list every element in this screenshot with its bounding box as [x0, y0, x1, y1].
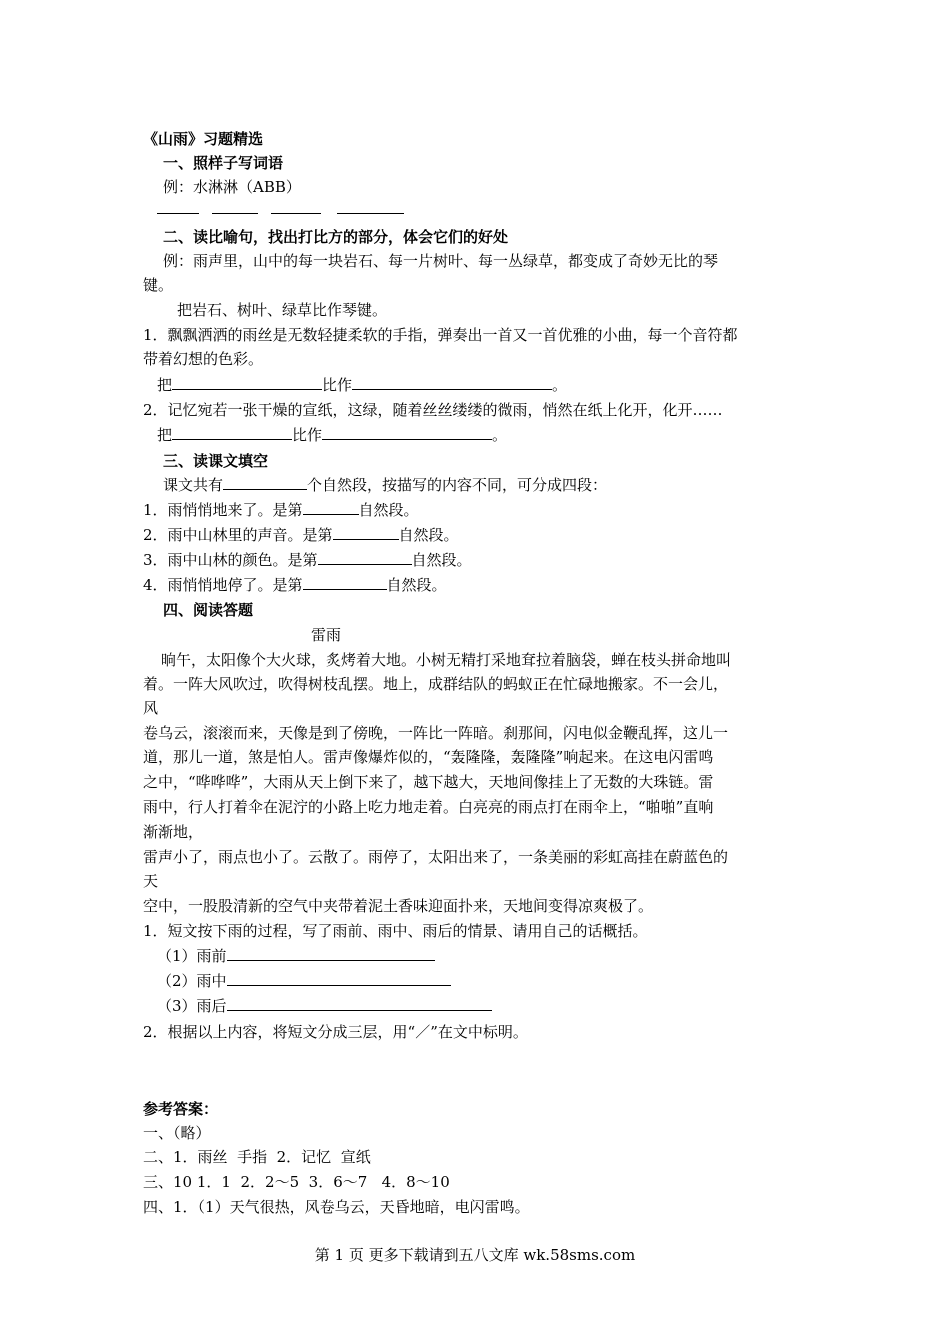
fill-line	[157, 423, 507, 447]
section-3-item	[143, 523, 459, 547]
question-2-1-line: 1．飘飘洒洒的雨丝是无数轻捷柔软的手指，弹奏出一首又一首优雅的小曲，每一个音符都	[143, 326, 738, 344]
section-3-heading: 三、读课文填空	[163, 452, 269, 470]
section-2-example-answer: 把岩石、树叶、绿草比作琴键。	[177, 301, 388, 319]
sub-label: （2）雨中	[157, 972, 227, 990]
section-3-intro	[163, 473, 607, 497]
answer-blank	[352, 374, 552, 390]
question-4-2: 2．根据以上内容，将短文分成三层，用“／”在文中标明。	[143, 1023, 528, 1041]
period: 。	[492, 426, 508, 444]
passage-line: 道，那儿一道，煞是怕人。雷声像爆炸似的，“轰隆隆，轰隆隆”响起来。在这电闪雷鸣	[143, 748, 714, 766]
question-4-1-sub	[157, 944, 435, 968]
passage-line: 晌午，太阳像个大火球，炙烤着大地。小树无精打采地耷拉着脑袋，蝉在枝头拼命地叫	[161, 651, 732, 669]
passage-line: 空中，一股股清新的空气中夹带着泥土香味迎面扑来，天地间变得凉爽极了。	[143, 897, 654, 915]
section-3-item	[143, 548, 472, 572]
ba-label: 把	[157, 426, 173, 444]
answer-blank	[227, 945, 435, 961]
passage-line: 风	[143, 699, 159, 717]
answer-blank	[212, 213, 258, 214]
question-4-1-sub	[157, 994, 492, 1018]
answer-line: 一、（略）	[143, 1124, 211, 1142]
section-2-example-line: 键。	[143, 276, 174, 294]
answer-blank	[223, 474, 307, 490]
doc-title: 《山雨》习题精选	[143, 130, 264, 148]
answer-blank	[303, 499, 359, 515]
section-3-item	[143, 573, 447, 597]
passage-line: 天	[143, 872, 159, 890]
answers-heading: 参考答案：	[143, 1100, 219, 1118]
passage-line: 着。一阵大风吹过，吹得树枝乱摆。地上，成群结队的蚂蚁正在忙碌地搬家。不一会儿，	[143, 675, 729, 693]
item-text: 3．雨中山林的颜色。是第	[143, 551, 318, 569]
item-text: 2．雨中山林里的声音。是第	[143, 526, 333, 544]
answer-blank	[322, 424, 492, 440]
answer-line: 三、10 1．1 2．2～5 3．6～7 4．8～10	[143, 1173, 450, 1191]
intro-text: 课文共有	[163, 476, 224, 494]
section-4-heading: 四、阅读答题	[163, 601, 254, 619]
passage-line: 之中，“哗哗哗”，大雨从天上倒下来了，越下越大，天地间像挂上了无数的大珠链。雷	[143, 773, 714, 791]
section-1-example: 例：水淋淋（ABB）	[163, 178, 301, 196]
passage-line: 卷乌云，滚滚而来，天像是到了傍晚，一阵比一阵暗。刹那间，闪电似金鞭乱挥，这儿一	[143, 724, 729, 742]
answer-blank	[271, 213, 321, 214]
answer-line: 二、1．雨丝 手指 2．记忆 宣纸	[143, 1148, 371, 1166]
section-1-heading: 一、照样子写词语	[163, 154, 284, 172]
item-text: 自然段。	[411, 551, 472, 569]
question-2-2-line: 2．记忆宛若一张干燥的宣纸，这绿，随着丝丝缕缕的微雨，悄然在纸上化开，化开……	[143, 401, 723, 419]
fill-line	[157, 373, 567, 397]
passage-line: 渐渐地，	[143, 823, 204, 841]
sub-label: （3）雨后	[157, 997, 227, 1015]
passage-title: 雷雨	[311, 626, 342, 644]
answer-blank	[333, 524, 399, 540]
question-4-1: 1．短文按下雨的过程，写了雨前、雨中、雨后的情景、请用自己的话概括。	[143, 922, 648, 940]
answer-blank	[337, 213, 404, 214]
item-text: 自然段。	[398, 526, 459, 544]
question-4-1-sub	[157, 969, 451, 993]
answer-blank	[227, 995, 492, 1011]
bizuo-label: 比作	[322, 376, 353, 394]
bizuo-label: 比作	[292, 426, 323, 444]
item-text: 1．雨悄悄地来了。是第	[143, 501, 303, 519]
section-3-item	[143, 498, 419, 522]
ba-label: 把	[157, 376, 173, 394]
section-2-example-line: 例：雨声里，山中的每一块岩石、每一片树叶、每一丛绿草，都变成了奇妙无比的琴	[163, 252, 719, 270]
intro-text: 个自然段，按描写的内容不同，可分成四段：	[307, 476, 608, 494]
question-2-1-line: 带着幻想的色彩。	[143, 350, 264, 368]
answer-blank	[172, 374, 322, 390]
period: 。	[552, 376, 568, 394]
answer-blank	[172, 424, 292, 440]
page-footer: 第 1 页 更多下载请到五八文库 wk.58sms.com	[314, 1246, 636, 1264]
answer-blank	[157, 213, 199, 214]
answer-blank	[227, 970, 451, 986]
answer-blank	[318, 549, 412, 565]
answer-line: 四、1．（1）天气很热，风卷乌云，天昏地暗，电闪雷鸣。	[143, 1198, 530, 1216]
sub-label: （1）雨前	[157, 947, 227, 965]
item-text: 自然段。	[386, 576, 447, 594]
passage-line: 雷声小了，雨点也小了。云散了。雨停了，太阳出来了，一条美丽的彩虹高挂在蔚蓝色的	[143, 848, 729, 866]
answer-blank	[303, 574, 387, 590]
item-text: 4．雨悄悄地停了。是第	[143, 576, 303, 594]
section-2-heading: 二、读比喻句，找出打比方的部分，体会它们的好处	[163, 228, 509, 246]
passage-line: 雨中，行人打着伞在泥泞的小路上吃力地走着。白亮亮的雨点打在雨伞上，“啪啪”直响	[143, 798, 714, 816]
item-text: 自然段。	[358, 501, 419, 519]
